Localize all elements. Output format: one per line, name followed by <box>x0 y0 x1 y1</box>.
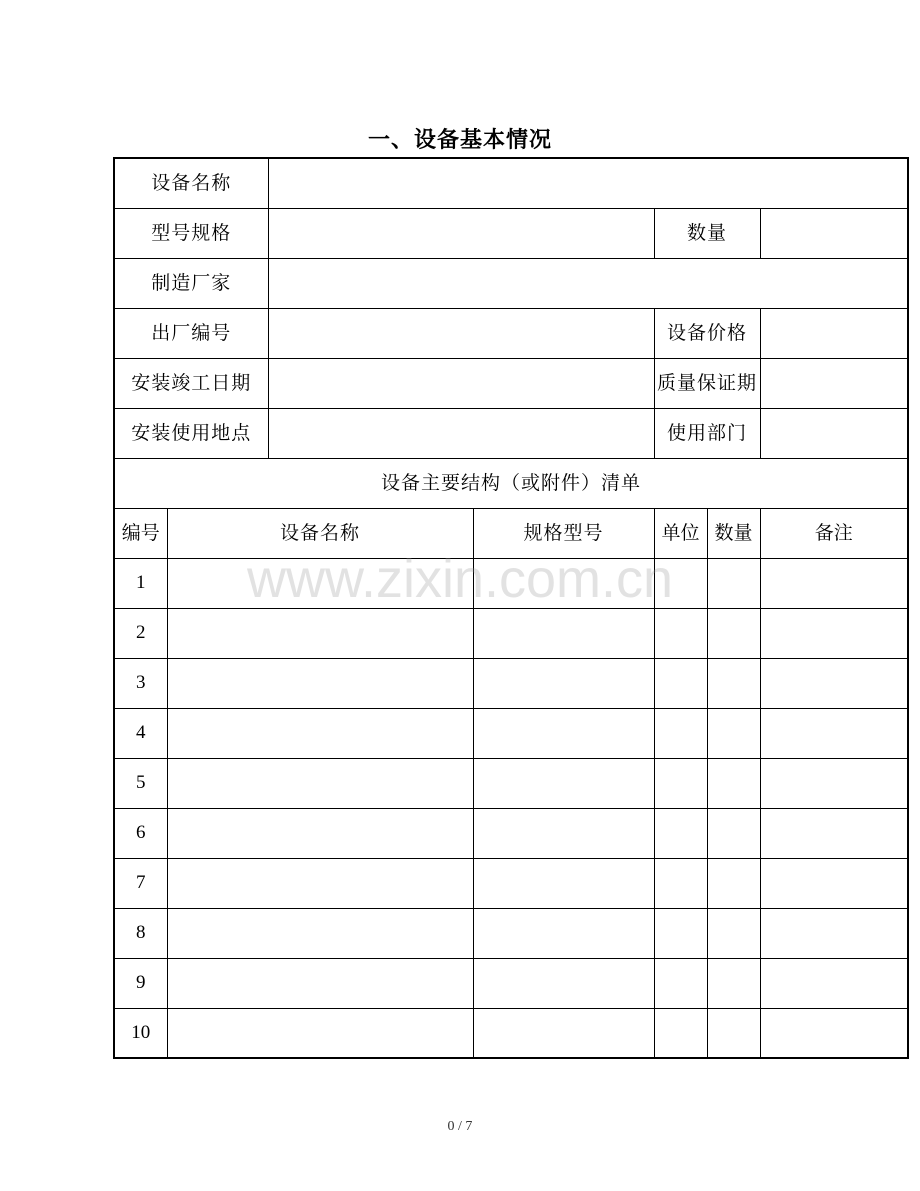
part-name-cell[interactable] <box>167 758 473 808</box>
row-number: 7 <box>114 858 167 908</box>
part-unit-cell[interactable] <box>654 958 707 1008</box>
location-label: 安装使用地点 <box>114 408 268 458</box>
department-label: 使用部门 <box>654 408 760 458</box>
part-quantity-cell[interactable] <box>707 708 760 758</box>
part-unit-cell[interactable] <box>654 758 707 808</box>
part-remarks-cell[interactable] <box>760 558 908 608</box>
serial-no-label: 出厂编号 <box>114 308 268 358</box>
parts-list-heading: 设备主要结构（或附件）清单 <box>114 458 908 508</box>
page-number: 0 / 7 <box>447 1119 473 1134</box>
part-remarks-cell[interactable] <box>760 708 908 758</box>
table-row <box>114 558 908 608</box>
part-spec-cell[interactable] <box>473 808 654 858</box>
part-name-cell[interactable] <box>167 908 473 958</box>
part-remarks-cell[interactable] <box>760 758 908 808</box>
part-quantity-cell[interactable] <box>707 908 760 958</box>
part-name-cell[interactable] <box>167 608 473 658</box>
part-spec-cell[interactable] <box>473 908 654 958</box>
manufacturer-field[interactable] <box>268 258 908 308</box>
column-header-unit: 单位 <box>654 508 707 558</box>
table-row <box>114 608 908 658</box>
part-name-cell[interactable] <box>167 708 473 758</box>
column-header-number: 编号 <box>114 508 167 558</box>
part-spec-cell[interactable] <box>473 558 654 608</box>
model-spec-field[interactable] <box>268 208 654 258</box>
part-unit-cell[interactable] <box>654 608 707 658</box>
row-serial-no <box>114 308 908 358</box>
row-number: 2 <box>114 608 167 658</box>
part-unit-cell[interactable] <box>654 908 707 958</box>
part-remarks-cell[interactable] <box>760 958 908 1008</box>
row-number: 1 <box>114 558 167 608</box>
table-row <box>114 808 908 858</box>
part-quantity-cell[interactable] <box>707 758 760 808</box>
part-unit-cell[interactable] <box>654 558 707 608</box>
column-header-device-name: 设备名称 <box>167 508 473 558</box>
department-field[interactable] <box>760 408 908 458</box>
table-row <box>114 908 908 958</box>
table-row <box>114 708 908 758</box>
row-number: 6 <box>114 808 167 858</box>
row-parts-heading <box>114 458 908 508</box>
device-name-field[interactable] <box>268 158 908 208</box>
part-unit-cell[interactable] <box>654 658 707 708</box>
part-name-cell[interactable] <box>167 1008 473 1058</box>
table-row <box>114 1008 908 1058</box>
part-spec-cell[interactable] <box>473 958 654 1008</box>
model-spec-label: 型号规格 <box>114 208 268 258</box>
row-manufacturer <box>114 258 908 308</box>
quantity-field[interactable] <box>760 208 908 258</box>
row-number: 8 <box>114 908 167 958</box>
warranty-field[interactable] <box>760 358 908 408</box>
manufacturer-label: 制造厂家 <box>114 258 268 308</box>
table-row <box>114 958 908 1008</box>
location-field[interactable] <box>268 408 654 458</box>
part-quantity-cell[interactable] <box>707 658 760 708</box>
parts-rows <box>114 558 908 1058</box>
part-name-cell[interactable] <box>167 808 473 858</box>
price-field[interactable] <box>760 308 908 358</box>
completion-date-label: 安装竣工日期 <box>114 358 268 408</box>
watermark: www.zixin.com.cn <box>246 549 674 609</box>
part-unit-cell[interactable] <box>654 858 707 908</box>
row-number: 10 <box>114 1008 167 1058</box>
warranty-label: 质量保证期 <box>654 358 760 408</box>
part-quantity-cell[interactable] <box>707 1008 760 1058</box>
page-title: 一、设备基本情况 <box>367 127 552 153</box>
part-quantity-cell[interactable] <box>707 958 760 1008</box>
row-number: 9 <box>114 958 167 1008</box>
part-spec-cell[interactable] <box>473 858 654 908</box>
table-row <box>114 658 908 708</box>
quantity-label: 数量 <box>654 208 760 258</box>
part-unit-cell[interactable] <box>654 1008 707 1058</box>
table-row <box>114 758 908 808</box>
part-remarks-cell[interactable] <box>760 908 908 958</box>
row-number: 3 <box>114 658 167 708</box>
price-label: 设备价格 <box>654 308 760 358</box>
part-unit-cell[interactable] <box>654 808 707 858</box>
serial-no-field[interactable] <box>268 308 654 358</box>
part-name-cell[interactable] <box>167 658 473 708</box>
column-header-quantity: 数量 <box>707 508 760 558</box>
row-model-spec <box>114 208 908 258</box>
part-name-cell[interactable] <box>167 558 473 608</box>
table-row <box>114 858 908 908</box>
row-number: 5 <box>114 758 167 808</box>
equipment-info-table <box>113 157 909 1059</box>
row-device-name <box>114 158 908 208</box>
part-remarks-cell[interactable] <box>760 808 908 858</box>
row-number: 4 <box>114 708 167 758</box>
column-header-model-spec: 规格型号 <box>473 508 654 558</box>
part-spec-cell[interactable] <box>473 608 654 658</box>
completion-date-field[interactable] <box>268 358 654 408</box>
part-spec-cell[interactable] <box>473 758 654 808</box>
part-spec-cell[interactable] <box>473 658 654 708</box>
part-remarks-cell[interactable] <box>760 1008 908 1058</box>
row-location <box>114 408 908 458</box>
part-quantity-cell[interactable] <box>707 858 760 908</box>
part-remarks-cell[interactable] <box>760 608 908 658</box>
part-remarks-cell[interactable] <box>760 858 908 908</box>
part-spec-cell[interactable] <box>473 1008 654 1058</box>
part-unit-cell[interactable] <box>654 708 707 758</box>
part-name-cell[interactable] <box>167 958 473 1008</box>
part-quantity-cell[interactable] <box>707 608 760 658</box>
part-spec-cell[interactable] <box>473 708 654 758</box>
parts-header-row <box>114 508 908 558</box>
column-header-remarks: 备注 <box>760 508 908 558</box>
part-quantity-cell[interactable] <box>707 808 760 858</box>
row-completion-date <box>114 358 908 408</box>
part-quantity-cell[interactable] <box>707 558 760 608</box>
device-name-label: 设备名称 <box>114 158 268 208</box>
part-remarks-cell[interactable] <box>760 658 908 708</box>
part-name-cell[interactable] <box>167 858 473 908</box>
